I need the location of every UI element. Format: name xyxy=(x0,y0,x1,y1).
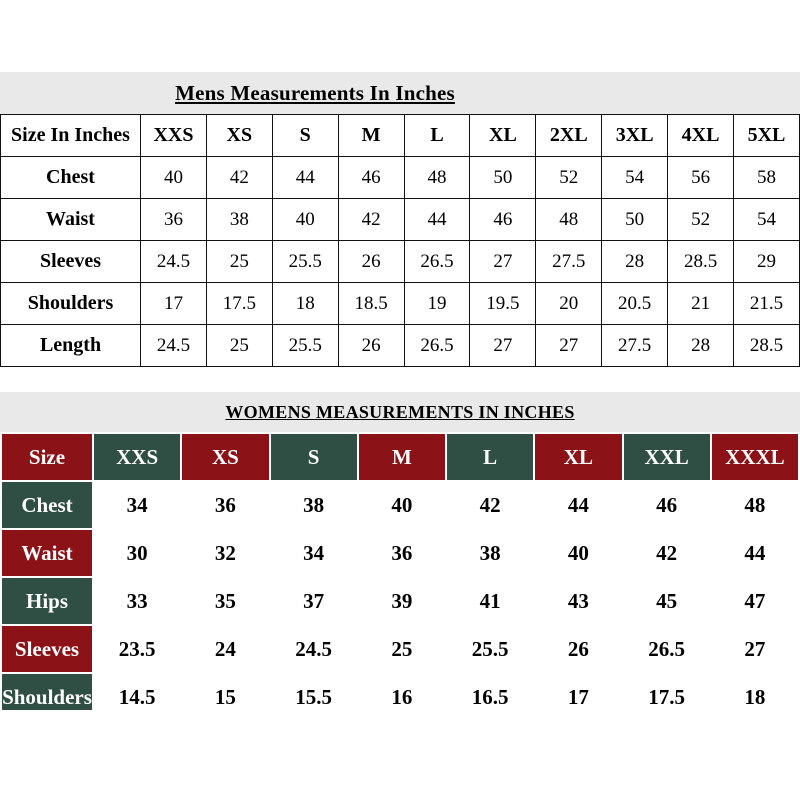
table-row xyxy=(1,283,800,325)
womens-cell: 46 xyxy=(623,481,711,529)
table-row xyxy=(1,157,800,199)
womens-cell: 17.5 xyxy=(623,673,711,721)
womens-cell: 24 xyxy=(181,625,269,673)
mens-cell: 28.5 xyxy=(734,325,800,367)
mens-cell: 20 xyxy=(536,283,602,325)
mens-col-header: XXS xyxy=(141,115,207,157)
mens-cell: 46 xyxy=(338,157,404,199)
mens-cell: 19 xyxy=(404,283,470,325)
womens-cell: 16.5 xyxy=(446,673,534,721)
womens-cell: 48 xyxy=(711,481,799,529)
mens-cell: 25 xyxy=(206,241,272,283)
womens-col-header: S xyxy=(270,433,358,481)
mens-cell: 48 xyxy=(404,157,470,199)
mens-col-header: XS xyxy=(206,115,272,157)
mens-cell: 40 xyxy=(272,199,338,241)
mens-col-header: S xyxy=(272,115,338,157)
womens-cell: 35 xyxy=(181,577,269,625)
womens-chart-title: WOMENS MEASUREMENTS IN INCHES xyxy=(225,401,575,422)
womens-cell: 36 xyxy=(181,481,269,529)
mens-cell: 46 xyxy=(470,199,536,241)
womens-row-label: Chest xyxy=(1,481,93,529)
womens-cell: 18 xyxy=(711,673,799,721)
womens-cell: 36 xyxy=(358,529,446,577)
mens-col-header: 5XL xyxy=(734,115,800,157)
mens-cell: 25 xyxy=(206,325,272,367)
womens-cell: 40 xyxy=(534,529,622,577)
womens-cell: 39 xyxy=(358,577,446,625)
womens-cell: 30 xyxy=(93,529,181,577)
womens-row-label: Waist xyxy=(1,529,93,577)
mens-col-header: XL xyxy=(470,115,536,157)
mens-col-header: L xyxy=(404,115,470,157)
mens-cell: 50 xyxy=(602,199,668,241)
mens-cell: 27 xyxy=(536,325,602,367)
mens-cell: 21 xyxy=(668,283,734,325)
mens-col-header: 4XL xyxy=(668,115,734,157)
womens-size-chart-section xyxy=(0,392,800,722)
table-row xyxy=(1,241,800,283)
mens-cell: 52 xyxy=(536,157,602,199)
womens-cell: 25.5 xyxy=(446,625,534,673)
mens-measurements-table xyxy=(0,114,800,367)
mens-cell: 21.5 xyxy=(734,283,800,325)
womens-cell: 15.5 xyxy=(270,673,358,721)
womens-col-header: Size xyxy=(1,433,93,481)
mens-col-header: 3XL xyxy=(602,115,668,157)
mens-cell: 18 xyxy=(272,283,338,325)
mens-chart-title: Mens Measurements In Inches xyxy=(175,80,455,105)
womens-cell: 37 xyxy=(270,577,358,625)
mens-cell: 58 xyxy=(734,157,800,199)
mens-cell: 38 xyxy=(206,199,272,241)
mens-cell: 27 xyxy=(470,241,536,283)
mens-cell: 44 xyxy=(404,199,470,241)
womens-cell: 45 xyxy=(623,577,711,625)
womens-col-header: M xyxy=(358,433,446,481)
mens-cell: 40 xyxy=(141,157,207,199)
mens-cell: 25.5 xyxy=(272,241,338,283)
mens-col-header: Size In Inches xyxy=(1,115,141,157)
table-row xyxy=(1,481,799,529)
womens-cell: 40 xyxy=(358,481,446,529)
bottom-whitespace xyxy=(0,710,800,800)
womens-cell: 23.5 xyxy=(93,625,181,673)
womens-cell: 16 xyxy=(358,673,446,721)
mens-cell: 24.5 xyxy=(141,325,207,367)
mens-cell: 25.5 xyxy=(272,325,338,367)
womens-cell: 27 xyxy=(711,625,799,673)
mens-cell: 29 xyxy=(734,241,800,283)
womens-cell: 24.5 xyxy=(270,625,358,673)
womens-header-row xyxy=(1,433,799,481)
womens-cell: 26.5 xyxy=(623,625,711,673)
womens-cell: 33 xyxy=(93,577,181,625)
womens-col-header: XL xyxy=(534,433,622,481)
mens-row-label: Length xyxy=(1,325,141,367)
mens-cell: 48 xyxy=(536,199,602,241)
womens-cell: 41 xyxy=(446,577,534,625)
mens-cell: 28 xyxy=(668,325,734,367)
womens-cell: 32 xyxy=(181,529,269,577)
mens-cell: 20.5 xyxy=(602,283,668,325)
womens-cell: 44 xyxy=(711,529,799,577)
womens-cell: 15 xyxy=(181,673,269,721)
mens-cell: 50 xyxy=(470,157,536,199)
table-row xyxy=(1,625,799,673)
womens-cell: 44 xyxy=(534,481,622,529)
mens-cell: 26.5 xyxy=(404,241,470,283)
womens-row-label: Hips xyxy=(1,577,93,625)
womens-cell: 38 xyxy=(446,529,534,577)
mens-cell: 54 xyxy=(602,157,668,199)
womens-cell: 14.5 xyxy=(93,673,181,721)
mens-cell: 56 xyxy=(668,157,734,199)
mens-cell: 26.5 xyxy=(404,325,470,367)
mens-cell: 44 xyxy=(272,157,338,199)
mens-row-label: Shoulders xyxy=(1,283,141,325)
womens-row-label: Shoulders xyxy=(1,673,93,721)
womens-cell: 26 xyxy=(534,625,622,673)
mens-cell: 18.5 xyxy=(338,283,404,325)
womens-cell: 42 xyxy=(446,481,534,529)
table-row xyxy=(1,529,799,577)
mens-cell: 36 xyxy=(141,199,207,241)
womens-col-header: XXL xyxy=(623,433,711,481)
mens-cell: 26 xyxy=(338,325,404,367)
table-row xyxy=(1,577,799,625)
mens-cell: 52 xyxy=(668,199,734,241)
mens-size-chart-section xyxy=(0,72,800,367)
mens-col-header: 2XL xyxy=(536,115,602,157)
mens-cell: 17 xyxy=(141,283,207,325)
womens-cell: 47 xyxy=(711,577,799,625)
womens-cell: 42 xyxy=(623,529,711,577)
womens-row-label: Sleeves xyxy=(1,625,93,673)
womens-col-header: XXXL xyxy=(711,433,799,481)
mens-cell: 24.5 xyxy=(141,241,207,283)
womens-cell: 43 xyxy=(534,577,622,625)
mens-col-header: M xyxy=(338,115,404,157)
mens-cell: 28 xyxy=(602,241,668,283)
mens-cell: 42 xyxy=(206,157,272,199)
womens-cell: 17 xyxy=(534,673,622,721)
mens-cell: 26 xyxy=(338,241,404,283)
mens-cell: 17.5 xyxy=(206,283,272,325)
womens-cell: 34 xyxy=(93,481,181,529)
womens-col-header: L xyxy=(446,433,534,481)
mens-cell: 54 xyxy=(734,199,800,241)
mens-cell: 19.5 xyxy=(470,283,536,325)
mens-cell: 42 xyxy=(338,199,404,241)
womens-measurements-table xyxy=(0,432,800,722)
table-row xyxy=(1,325,800,367)
womens-cell: 38 xyxy=(270,481,358,529)
mens-header-row xyxy=(1,115,800,157)
mens-cell: 28.5 xyxy=(668,241,734,283)
mens-title-bar xyxy=(0,72,800,114)
mens-cell: 27.5 xyxy=(536,241,602,283)
mens-row-label: Chest xyxy=(1,157,141,199)
mens-cell: 27 xyxy=(470,325,536,367)
womens-cell: 34 xyxy=(270,529,358,577)
table-row xyxy=(1,199,800,241)
womens-col-header: XXS xyxy=(93,433,181,481)
mens-row-label: Sleeves xyxy=(1,241,141,283)
mens-row-label: Waist xyxy=(1,199,141,241)
womens-title-bar xyxy=(0,392,800,432)
womens-cell: 25 xyxy=(358,625,446,673)
mens-cell: 27.5 xyxy=(602,325,668,367)
womens-col-header: XS xyxy=(181,433,269,481)
